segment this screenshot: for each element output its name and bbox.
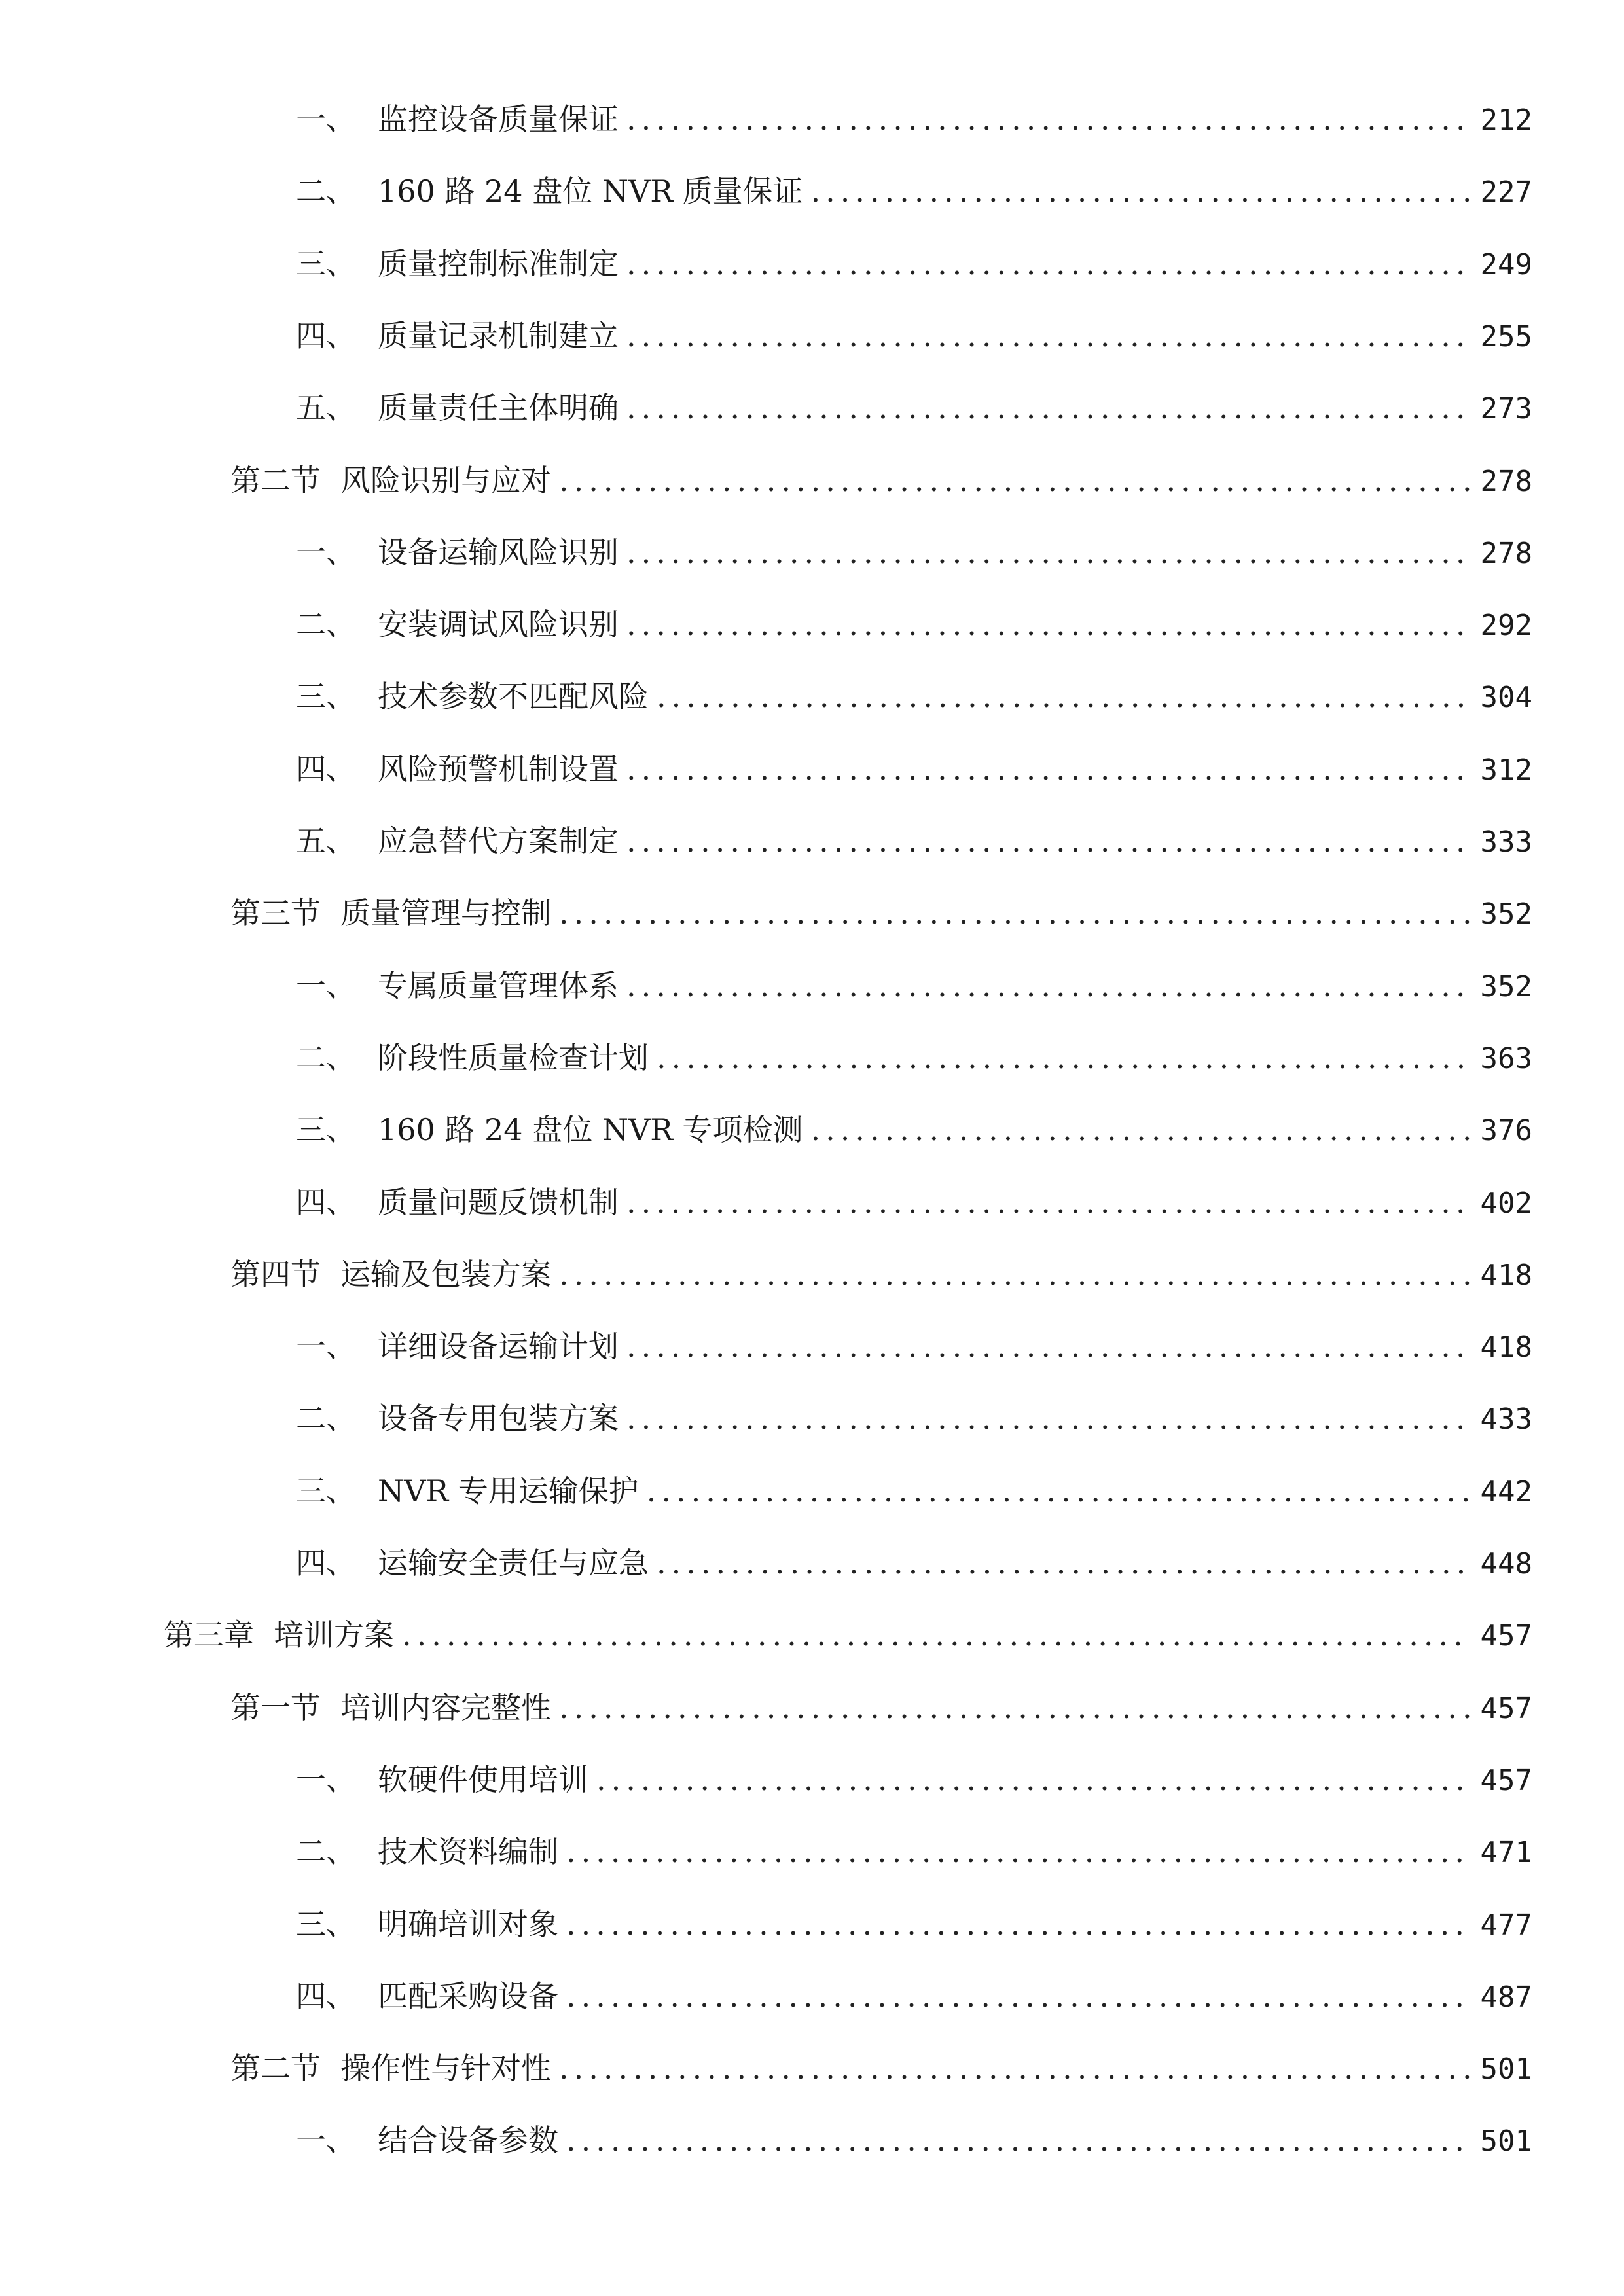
dot-leader — [626, 388, 1471, 427]
toc-entry-item[interactable] — [296, 1471, 1532, 1511]
toc-entry-title: 培训方案 — [274, 1617, 394, 1653]
toc-entry-title: 技术资料编制 — [378, 1834, 558, 1869]
toc-entry-title: 技术参数不匹配风险 — [378, 679, 649, 714]
toc-entry-number: 四、 — [296, 1979, 356, 2014]
toc-entry-title: 设备专用包装方案 — [378, 1401, 619, 1436]
toc-entry-number: 三、 — [296, 246, 356, 281]
toc-entry-number: 第一节 — [230, 1690, 321, 1725]
dot-leader — [626, 1183, 1471, 1222]
toc-entry-page-number: 227 — [1480, 175, 1532, 209]
toc-entry-section[interactable] — [230, 2049, 1532, 2088]
toc-entry-page-number: 433 — [1480, 1403, 1532, 1436]
dot-leader — [566, 1905, 1471, 1944]
toc-entry-section[interactable] — [230, 893, 1532, 933]
toc-entry-item[interactable] — [296, 99, 1532, 139]
toc-entry-number: 三、 — [296, 679, 356, 714]
toc-entry-page-number: 457 — [1480, 1619, 1532, 1653]
toc-entry-page-number: 501 — [1480, 2125, 1532, 2158]
toc-entry-title: 风险识别与应对 — [340, 463, 551, 498]
toc-entry-number: 第四节 — [230, 1257, 321, 1292]
toc-entry-page-number: 273 — [1480, 392, 1532, 425]
toc-entry-title: 阶段性质量检查计划 — [378, 1040, 649, 1075]
toc-entry-item[interactable] — [296, 605, 1532, 644]
toc-entry-page-number: 501 — [1480, 2053, 1532, 2086]
toc-entry-item[interactable] — [296, 1977, 1532, 2016]
dot-leader — [626, 533, 1471, 572]
toc-entry-number: 一、 — [296, 535, 356, 570]
toc-entry-title: 设备运输风险识别 — [378, 535, 619, 570]
toc-entry-section[interactable] — [230, 1688, 1532, 1727]
toc-entry-title: 运输安全责任与应急 — [378, 1545, 649, 1581]
toc-entry-item[interactable] — [296, 316, 1532, 355]
toc-entry-page-number: 418 — [1480, 1331, 1532, 1364]
dot-leader — [402, 1615, 1471, 1655]
toc-entry-title: 160 路 24 盘位 NVR 专项检测 — [378, 1112, 803, 1147]
toc-entry-chapter[interactable] — [164, 1615, 1532, 1655]
toc-entry-title: 应急替代方案制定 — [378, 823, 619, 859]
toc-entry-title: 质量控制标准制定 — [378, 246, 619, 281]
toc-entry-title: 专属质量管理体系 — [378, 968, 619, 1003]
toc-entry-page-number: 255 — [1480, 320, 1532, 353]
dot-leader — [626, 605, 1471, 644]
toc-entry-title: 安装调试风险识别 — [378, 607, 619, 642]
toc-entry-page-number: 249 — [1480, 248, 1532, 281]
dot-leader — [626, 966, 1471, 1005]
toc-entry-item[interactable] — [296, 1543, 1532, 1583]
toc-entry-number: 二、 — [296, 1040, 356, 1075]
toc-entry-number: 三、 — [296, 1112, 356, 1147]
dot-leader — [626, 749, 1471, 789]
toc-entry-page-number: 457 — [1480, 1764, 1532, 1797]
dot-leader — [811, 1110, 1471, 1149]
toc-entry-title: 软硬件使用培训 — [378, 1762, 588, 1797]
toc-entry-number: 二、 — [296, 1834, 356, 1869]
toc-entry-page-number: 212 — [1480, 103, 1532, 137]
toc-entry-page-number: 304 — [1480, 681, 1532, 714]
toc-entry-title: 操作性与针对性 — [340, 2051, 551, 2086]
toc-entry-number: 一、 — [296, 1762, 356, 1797]
toc-entry-page-number: 457 — [1480, 1692, 1532, 1725]
toc-entry-title: 质量责任主体明确 — [378, 390, 619, 425]
dot-leader — [566, 1977, 1471, 2016]
toc-entry-item[interactable] — [296, 1399, 1532, 1438]
toc-entry-title: NVR 专用运输保护 — [378, 1473, 639, 1509]
toc-entry-number: 第二节 — [230, 2051, 321, 2086]
toc-entry-page-number: 442 — [1480, 1475, 1532, 1509]
dot-leader — [657, 1543, 1471, 1583]
toc-entry-number: 三、 — [296, 1907, 356, 1942]
dot-leader — [626, 821, 1471, 861]
toc-entry-number: 第二节 — [230, 463, 321, 498]
toc-entry-number: 三、 — [296, 1473, 356, 1509]
toc-entry-title: 匹配采购设备 — [378, 1979, 558, 2014]
toc-entry-page-number: 448 — [1480, 1547, 1532, 1581]
toc-entry-item[interactable] — [296, 677, 1532, 716]
toc-entry-number: 二、 — [296, 173, 356, 209]
toc-entry-number: 二、 — [296, 607, 356, 642]
toc-entry-title: 结合设备参数 — [378, 2123, 558, 2158]
toc-entry-title: 明确培训对象 — [378, 1907, 558, 1942]
toc-entry-page-number: 292 — [1480, 609, 1532, 642]
dot-leader — [559, 461, 1471, 500]
toc-entry-page-number: 418 — [1480, 1259, 1532, 1292]
toc-entry-title: 运输及包装方案 — [340, 1257, 551, 1292]
toc-entry-item[interactable] — [296, 533, 1532, 572]
toc-entry-item[interactable] — [296, 1760, 1532, 1799]
toc-entry-page-number: 376 — [1480, 1114, 1532, 1147]
toc-entry-item[interactable] — [296, 244, 1532, 283]
toc-entry-page-number: 278 — [1480, 537, 1532, 570]
toc-entry-item[interactable] — [296, 388, 1532, 427]
toc-entry-title: 风险预警机制设置 — [378, 751, 619, 787]
toc-entry-item[interactable] — [296, 749, 1532, 789]
toc-entry-item[interactable] — [296, 2121, 1532, 2160]
dot-leader — [657, 677, 1471, 716]
toc-entry-item[interactable] — [296, 1327, 1532, 1366]
toc-entry-number: 四、 — [296, 318, 356, 353]
toc-entry-number: 二、 — [296, 1401, 356, 1436]
toc-entry-section[interactable] — [230, 1255, 1532, 1294]
toc-entry-item[interactable] — [296, 1905, 1532, 1944]
toc-entry-item[interactable] — [296, 1832, 1532, 1871]
toc-entry-title: 监控设备质量保证 — [378, 101, 619, 137]
toc-entry-page-number: 278 — [1480, 465, 1532, 498]
toc-entry-page-number: 312 — [1480, 753, 1532, 787]
toc-entry-page-number: 352 — [1480, 970, 1532, 1003]
toc-entry-number: 五、 — [296, 390, 356, 425]
dot-leader — [559, 2049, 1471, 2088]
toc-entry-item[interactable] — [296, 1038, 1532, 1077]
toc-entry-number: 一、 — [296, 1329, 356, 1364]
dot-leader — [559, 893, 1471, 933]
toc-entry-number: 第三章 — [164, 1617, 254, 1653]
toc-entry-page-number: 333 — [1480, 825, 1532, 859]
toc-entry-page-number: 402 — [1480, 1187, 1532, 1220]
dot-leader — [596, 1760, 1471, 1799]
toc-entry-number: 第三节 — [230, 895, 321, 931]
toc-entry-number: 一、 — [296, 2123, 356, 2158]
toc-entry-page-number: 363 — [1480, 1042, 1532, 1075]
toc-entry-item[interactable] — [296, 1110, 1532, 1149]
toc-entry-number: 四、 — [296, 751, 356, 787]
dot-leader — [626, 244, 1471, 283]
dot-leader — [657, 1038, 1471, 1077]
toc-entry-page-number: 477 — [1480, 1909, 1532, 1942]
toc-entry-title: 质量问题反馈机制 — [378, 1185, 619, 1220]
dot-leader — [566, 1832, 1471, 1871]
toc-entry-number: 五、 — [296, 823, 356, 859]
dot-leader — [626, 1399, 1471, 1438]
toc-entry-item[interactable] — [296, 1183, 1532, 1222]
dot-leader — [559, 1688, 1471, 1727]
toc-entry-number: 一、 — [296, 101, 356, 137]
dot-leader — [559, 1255, 1471, 1294]
toc-entry-page-number: 487 — [1480, 1981, 1532, 2014]
dot-leader — [626, 99, 1471, 139]
toc-entry-number: 四、 — [296, 1545, 356, 1581]
dot-leader — [647, 1471, 1471, 1511]
dot-leader — [626, 1327, 1471, 1366]
toc-entry-title: 详细设备运输计划 — [378, 1329, 619, 1364]
toc-entry-title: 质量记录机制建立 — [378, 318, 619, 353]
toc-entry-title: 160 路 24 盘位 NVR 质量保证 — [378, 173, 803, 209]
dot-leader — [566, 2121, 1471, 2160]
toc-entry-number: 一、 — [296, 968, 356, 1003]
dot-leader — [811, 171, 1471, 211]
toc-entry-item[interactable] — [296, 966, 1532, 1005]
dot-leader — [626, 316, 1471, 355]
toc-entry-item[interactable] — [296, 171, 1532, 211]
toc-entry-section[interactable] — [230, 461, 1532, 500]
toc-entry-title: 质量管理与控制 — [340, 895, 551, 931]
toc-entry-number: 四、 — [296, 1185, 356, 1220]
toc-entry-item[interactable] — [296, 821, 1532, 861]
toc-entry-title: 培训内容完整性 — [340, 1690, 551, 1725]
toc-entry-page-number: 471 — [1480, 1836, 1532, 1869]
toc-entry-page-number: 352 — [1480, 897, 1532, 931]
